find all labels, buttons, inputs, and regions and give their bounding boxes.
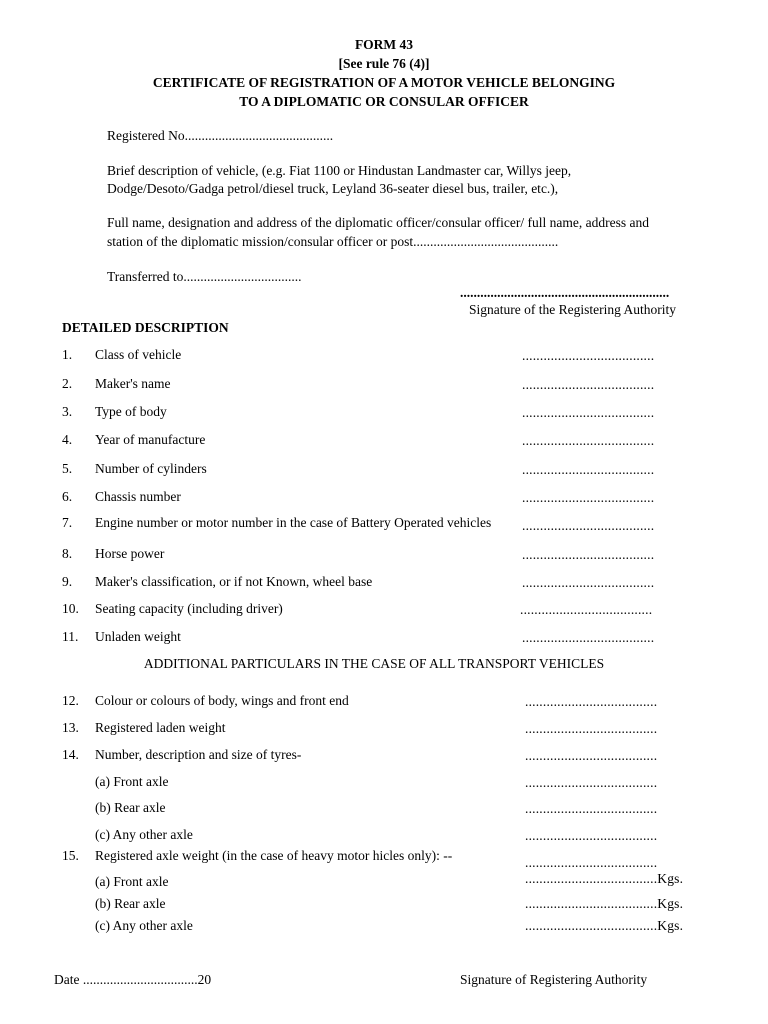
item-value-field: .....................................: [525, 775, 658, 790]
item-label: Chassis number: [95, 489, 181, 504]
item-value-field: .....................................: [522, 518, 655, 533]
rule-reference: [See rule 76 (4)]: [338, 56, 430, 71]
item-number: 13.: [62, 720, 79, 735]
full-name-line-1: Full name, designation and address of the diplomatic officer/consular officer/ full name, address and: [107, 215, 649, 230]
item-label: Engine number or motor number in the case of Battery Operated vehicles: [95, 515, 492, 530]
item-value-field: .....................................: [525, 694, 658, 709]
axle-weight-value: .....................................Kgs.: [525, 871, 684, 886]
item-value-field: .....................................: [525, 748, 658, 763]
additional-particulars-heading: ADDITIONAL PARTICULARS IN THE CASE OF ALL TRANSPORT VEHICLES: [143, 656, 605, 671]
item-number: 5.: [62, 461, 73, 476]
title-line-2: TO A DIPLOMATIC OR CONSULAR OFFICER: [239, 94, 529, 109]
item-number: 14.: [62, 747, 79, 762]
item-value-field: .....................................: [525, 828, 658, 843]
item-label: Type of body: [95, 404, 167, 419]
signature-label-bottom: Signature of Registering Authority: [460, 972, 648, 987]
item-number: 8.: [62, 546, 73, 561]
item-label: Seating capacity (including driver): [95, 601, 283, 616]
signature-dots-top: ..............................................................: [460, 285, 670, 300]
item-number: 1.: [62, 347, 73, 362]
detailed-description-heading: DETAILED DESCRIPTION: [62, 320, 229, 335]
item-label: Horse power: [95, 546, 165, 561]
item-value-field: .....................................: [522, 575, 655, 590]
axle-weight-value: .....................................Kgs.: [525, 896, 684, 911]
item-label: (b) Rear axle: [95, 800, 166, 815]
registered-no-field: Registered No............................................: [107, 128, 334, 143]
axle-weight-value: .....................................Kgs.: [525, 918, 684, 933]
item-number: 2.: [62, 376, 73, 391]
item-label: Number, description and size of tyres-: [95, 747, 302, 762]
item-number: 10.: [62, 601, 79, 616]
item-value-field: .....................................: [522, 377, 655, 392]
item-number: 11.: [62, 629, 79, 644]
form-number: FORM 43: [354, 37, 414, 52]
item-value-field: .....................................: [525, 855, 658, 870]
item-value-field: .....................................: [522, 348, 655, 363]
full-name-line-2: station of the diplomatic mission/consular officer or post...........................................: [107, 234, 559, 249]
item-value-field: .....................................: [520, 602, 653, 617]
signature-label-top: Signature of the Registering Authority: [469, 302, 676, 317]
axle-weight-label: (b) Rear axle: [95, 896, 166, 911]
item-label: Maker's name: [95, 376, 171, 391]
item-number: 15.: [62, 848, 79, 863]
brief-description-line-2: Dodge/Desoto/Gadga petrol/diesel truck, Leyland 36-seater diesel bus, trailer, etc.),: [107, 181, 559, 196]
item-label: (a) Front axle: [95, 774, 169, 789]
item-label: Colour or colours of body, wings and front end: [95, 693, 349, 708]
item-label: Registered laden weight: [95, 720, 226, 735]
item-label: Class of vehicle: [95, 347, 182, 362]
item-value-field: .....................................: [525, 721, 658, 736]
item-number: 7.: [62, 515, 73, 530]
item-value-field: .....................................: [522, 630, 655, 645]
item-label: Year of manufacture: [95, 432, 206, 447]
item-value-field: .....................................: [522, 433, 655, 448]
item-label: (c) Any other axle: [95, 827, 193, 842]
item-number: 6.: [62, 489, 73, 504]
item-label: Number of cylinders: [95, 461, 207, 476]
title-line-1: CERTIFICATE OF REGISTRATION OF A MOTOR VEHICLE BELONGING: [152, 75, 616, 90]
axle-weight-label: (a) Front axle: [95, 874, 169, 889]
item-value-field: .....................................: [525, 801, 658, 816]
item-label: Maker's classification, or if not Known, wheel base: [95, 574, 373, 589]
item-number: 9.: [62, 574, 73, 589]
axle-weight-label: (c) Any other axle: [95, 918, 193, 933]
date-field: Date ..................................20: [54, 972, 212, 987]
item-number: 4.: [62, 432, 73, 447]
item-number: 12.: [62, 693, 79, 708]
brief-description-line-1: Brief description of vehicle, (e.g. Fiat 1100 or Hindustan Landmaster car, Willys jeep,: [107, 163, 572, 178]
item-label: Unladen weight: [95, 629, 181, 644]
item-value-field: .....................................: [522, 547, 655, 562]
item-value-field: .....................................: [522, 490, 655, 505]
transferred-to-field: Transferred to...................................: [107, 269, 302, 284]
item-number: 3.: [62, 404, 73, 419]
item-value-field: .....................................: [522, 462, 655, 477]
item-label: Registered axle weight (in the case of heavy motor hicles only): --: [95, 848, 453, 863]
item-value-field: .....................................: [522, 405, 655, 420]
